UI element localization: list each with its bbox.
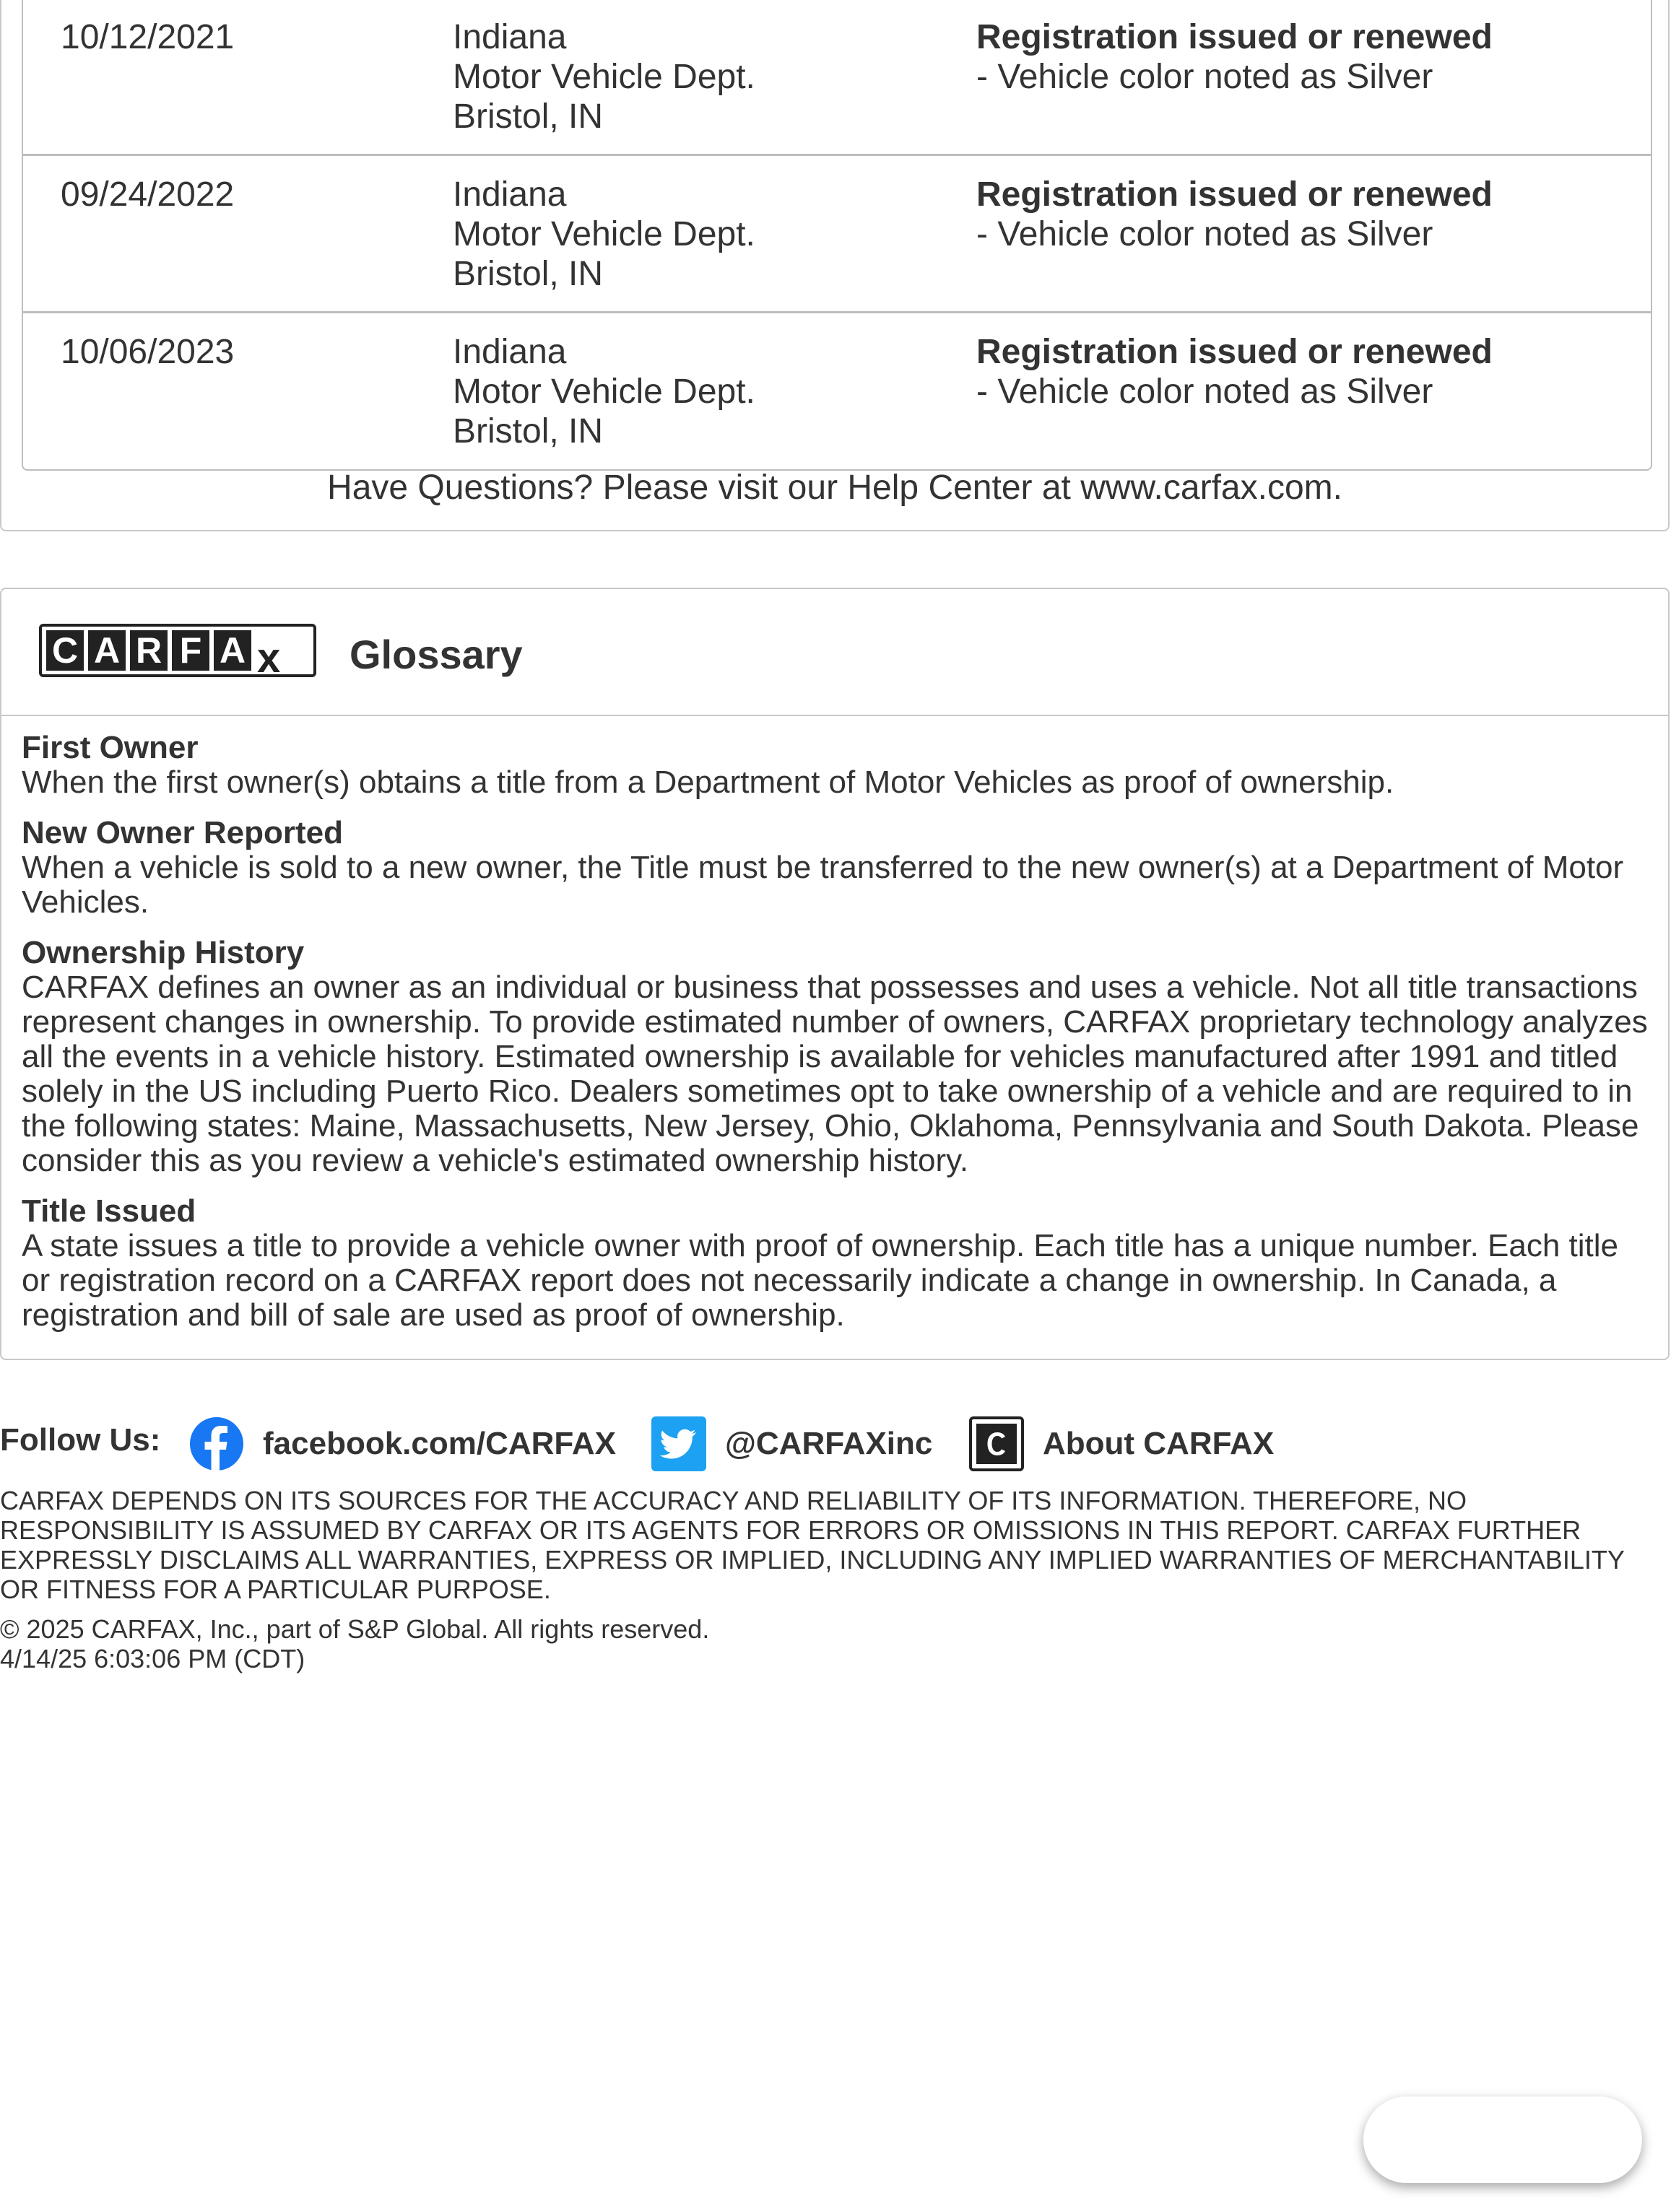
row-comment: [976, 17, 1493, 97]
logo-letter: F: [172, 630, 209, 671]
report-timestamp: 4/14/25 6:03:06 PM (CDT): [0, 1644, 305, 1673]
table-row: [23, 0, 1651, 156]
glossary-panel: [0, 588, 1670, 1360]
history-table: [22, 0, 1652, 471]
follow-us-label: Follow Us:: [0, 1422, 161, 1458]
logo-letter: R: [130, 630, 168, 671]
row-date: 09/24/2022: [61, 175, 235, 214]
source-line: Motor Vehicle Dept.: [453, 215, 755, 253]
copyright-block: [0, 1614, 709, 1673]
comment-title: Registration issued or renewed: [976, 175, 1493, 214]
comment-title: Registration issued or renewed: [976, 18, 1493, 56]
carfax-logo: [39, 624, 316, 682]
glossary-term: First Owner: [22, 730, 199, 765]
source-line: Motor Vehicle Dept.: [453, 58, 755, 96]
history-panel: [0, 0, 1670, 531]
row-source: [453, 332, 755, 451]
comment-detail: - Vehicle color noted as Silver: [976, 58, 1433, 96]
logo-letter: x: [257, 634, 281, 682]
follow-us-row: [0, 1415, 1444, 1473]
row-comment: [976, 332, 1493, 412]
glossary-header: [1, 589, 1668, 716]
table-row: [23, 156, 1651, 313]
glossary-entry: [22, 731, 1651, 800]
source-line: Bristol, IN: [453, 255, 604, 293]
comment-detail: - Vehicle color noted as Silver: [976, 373, 1433, 411]
glossary-definition: A state issues a title to provide a vehicle owner with proof of ownership. Each title has a unique number. Each title or registration record on a CARFAX report does not necessarily indicate a change in ownership. In Canada, a registration and bill of sale are used as proof of ownership.: [22, 1228, 1619, 1333]
glossary-definition: When a vehicle is sold to a new owner, the Title must be transferred to the new owner(s) at a Department of Motor Vehicles.: [22, 850, 1624, 920]
source-line: Indiana: [453, 175, 567, 214]
logo-letter: A: [88, 630, 126, 671]
comment-detail: - Vehicle color noted as Silver: [976, 215, 1433, 253]
about-carfax-link[interactable]: [969, 1415, 1274, 1473]
source-line: Bristol, IN: [453, 412, 604, 450]
glossary-term: New Owner Reported: [22, 815, 343, 850]
row-source: [453, 175, 755, 294]
row-date: 10/12/2021: [61, 18, 235, 56]
comment-title: Registration issued or renewed: [976, 333, 1493, 371]
help-center-text[interactable]: Have Questions? Please visit our Help Center at www.carfax.com.: [327, 469, 1342, 507]
facebook-link-label: facebook.com/CARFAX: [263, 1426, 616, 1461]
glossary-body: [22, 731, 1651, 1349]
facebook-icon: [189, 1416, 244, 1471]
glossary-title: Glossary: [350, 632, 523, 677]
source-line: Bristol, IN: [453, 97, 604, 136]
glossary-definition: CARFAX defines an owner as an individual or business that possesses and uses a vehicle. Not all title transactions represent changes in ownership. To provide estimated number of owners, CARFAX proprietary technology analyzes all the events in a vehicle history. Estimated ownership is available for vehicles manufactured after 1991 and titled solely in the US including Puerto Rico. Dealers sometimes opt to take ownership of a vehicle and are required to in the following states: Maine, Massachusetts, New Jersey, Ohio, Oklahoma, Pennsylvania and South Dakota. Please consider this as you review a vehicle's estimated ownership history.: [22, 970, 1648, 1178]
about-carfax-label: About CARFAX: [1043, 1426, 1275, 1461]
table-row: [23, 313, 1651, 471]
glossary-entry: [22, 1194, 1651, 1333]
glossary-term: Ownership History: [22, 935, 305, 970]
glossary-entry: [22, 816, 1651, 920]
facebook-link[interactable]: [189, 1415, 616, 1473]
glossary-definition: When the first owner(s) obtains a title from a Department of Motor Vehicles as proof of ownership.: [22, 765, 1394, 800]
row-date: 10/06/2023: [61, 333, 235, 371]
glossary-term: Title Issued: [22, 1193, 196, 1229]
carfax-c-icon: [969, 1416, 1024, 1471]
source-line: Indiana: [453, 333, 567, 371]
logo-letter: C: [46, 630, 84, 671]
twitter-link-label: @CARFAXinc: [725, 1426, 933, 1461]
source-line: Motor Vehicle Dept.: [453, 373, 755, 411]
row-comment: [976, 175, 1493, 254]
floating-action-button[interactable]: [1363, 2096, 1642, 2183]
row-source: [453, 17, 755, 136]
glossary-entry: [22, 936, 1651, 1178]
disclaimer-text: CARFAX DEPENDS ON ITS SOURCES FOR THE ACCURACY AND RELIABILITY OF ITS INFORMATION. THEREFORE, NO RESPONSIBILITY IS ASSUMED BY CARFAX OR ITS AGENTS FOR ERRORS OR OMISSIONS IN THIS REPORT. CARFAX FURTHER EXPRESSLY DISCLAIMS ALL WARRANTIES, EXPRESS OR IMPLIED, INCLUDING ANY IMPLIED WARRANTIES OF MERCHANTABILITY OR FITNESS FOR A PARTICULAR PURPOSE.: [0, 1486, 1625, 1604]
twitter-icon: [651, 1416, 706, 1471]
logo-letter: A: [214, 630, 251, 671]
twitter-link[interactable]: [651, 1415, 932, 1473]
source-line: Indiana: [453, 18, 567, 56]
copyright-text: © 2025 CARFAX, Inc., part of S&P Global. All rights reserved.: [0, 1614, 710, 1644]
